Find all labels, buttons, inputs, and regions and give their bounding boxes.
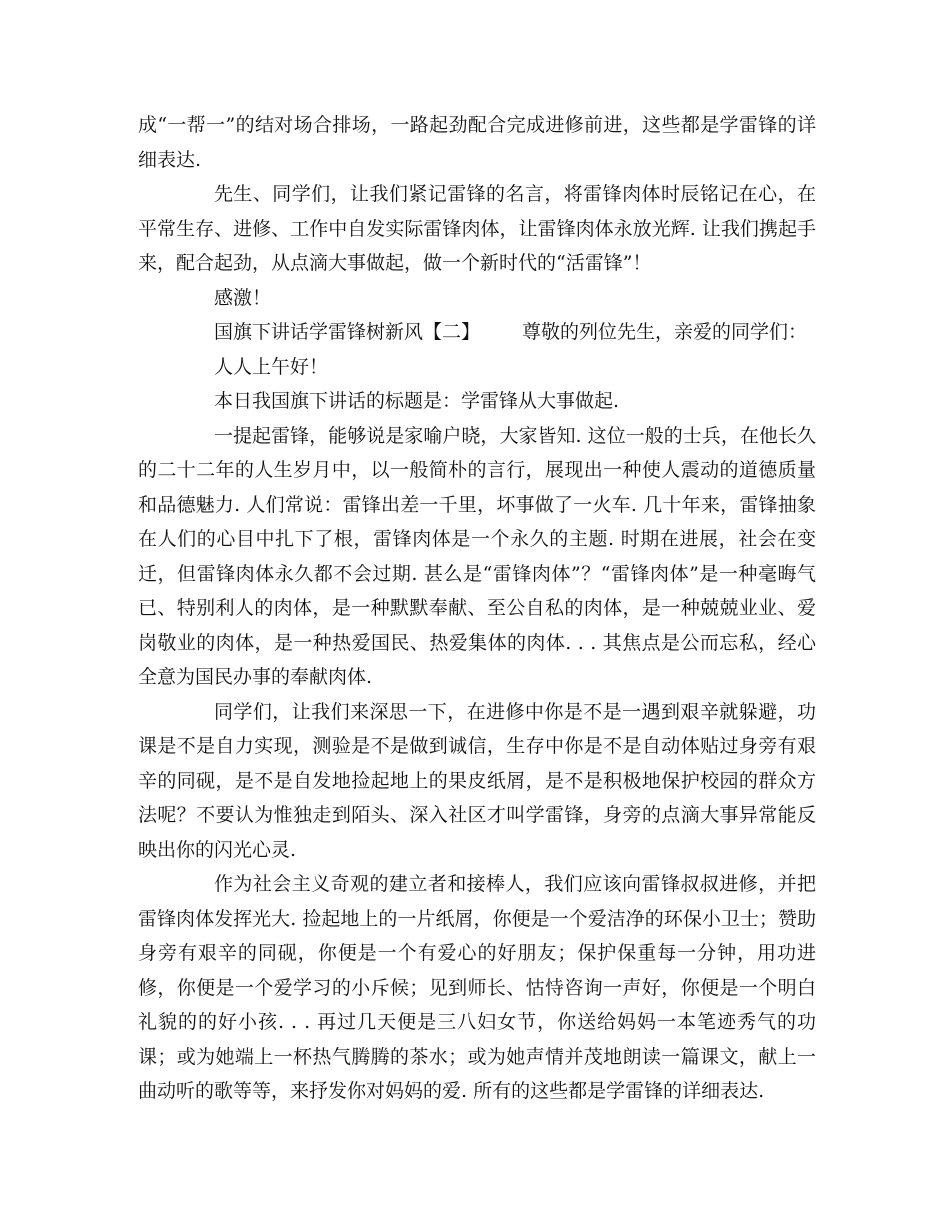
paragraph-continuation: 成“一帮一”的结对场合排场，一路起劲配合完成进修前进，这些都是学雷锋的详细表达.	[138, 114, 816, 171]
paragraph-action: 作为社会主义奇观的建立者和接棒人，我们应该向雷锋叔叔进修，并把雷锋肉体发挥光大. 捡起地上的一片纸屑，你便是一个爱洁净的环保小卫士；赞助身旁有艰辛的同砚，你便是一个有爱心的好朋友；保护保重每一分钟，用功进修，你便是一个爱学习的小斥候；见到师长、怙恃咨询一声好，你便是一个明白礼貌的的好小孩. . . 再过几天便是三八妇女节，你送给妈妈一本笔迹秀气的功课；或为她端上一杯热气腾腾的茶水；或为她声情并茂地朗读一篇课文，献上一曲动听的歌等等，来抒发你对妈妈的爱. 所有的这些都是学雷锋的详细表达.	[138, 873, 816, 1102]
paragraph-topic: 本日我国旗下讲话的标题是：学雷锋从大事做起.	[214, 390, 620, 412]
speech-title: 国旗下讲话学雷锋树新风【二】	[214, 321, 481, 343]
paragraph-lei-feng-spirit: 一提起雷锋，能够说是家喻户晓，大家皆知. 这位一般的士兵，在他长久的二十二年的人生岁月中，以一般简朴的言行，展现出一种使人震动的道德质量和品德魅力. 人们常说：雷锋出差一千里，坏事做了一火车. 几十年来，雷锋抽象在人们的心目中扎下了根，雷锋肉体是一个永久的主题. 时期在进展，社会在变迁，但雷锋肉体永久都不会过期. 甚么是“雷锋肉体”？“雷锋肉体”是一种毫晦气已、特别利人的肉体，是一种默默奉献、至公自私的肉体，是一种兢兢业业、爱岗敬业的肉体，是一种热爱国民、热爱集体的肉体. . . 其焦点是公而忘私，经心全意为国民办事的奉献肉体.	[138, 424, 816, 688]
speech-greeting: 尊敬的列位先生，亲爱的同学们：	[522, 321, 808, 343]
paragraph-thanks: 感激！	[214, 286, 272, 309]
paragraph-reflection: 同学们，让我们来深思一下，在进修中你是不是一遇到艰辛就躲避，功课是不是自力实现，测验是不是做到诚信，生存中你是不是自动体贴过身旁有艰辛的同砚，是不是自发地捡起地上的果皮纸屑，是不是积极地保护校园的群众方法呢？不要认为惟独走到陌头、深入社区才叫学雷锋，身旁的点滴大事异常能反映出你的闪光心灵.	[138, 700, 816, 861]
speech-heading-line	[138, 315, 816, 350]
document-body	[138, 108, 816, 1109]
paragraph-good-morning: 人人上午好！	[214, 355, 329, 378]
paragraph-call-to-action: 先生、同学们，让我们紧记雷锋的名言，将雷锋肉体时辰铭记在心，在平常生存、进修、工作中自发实际雷锋肉体，让雷锋肉体永放光辉. 让我们携起手来，配合起劲，从点滴大事做起，做一个新时代的“活雷锋”！	[138, 183, 816, 274]
